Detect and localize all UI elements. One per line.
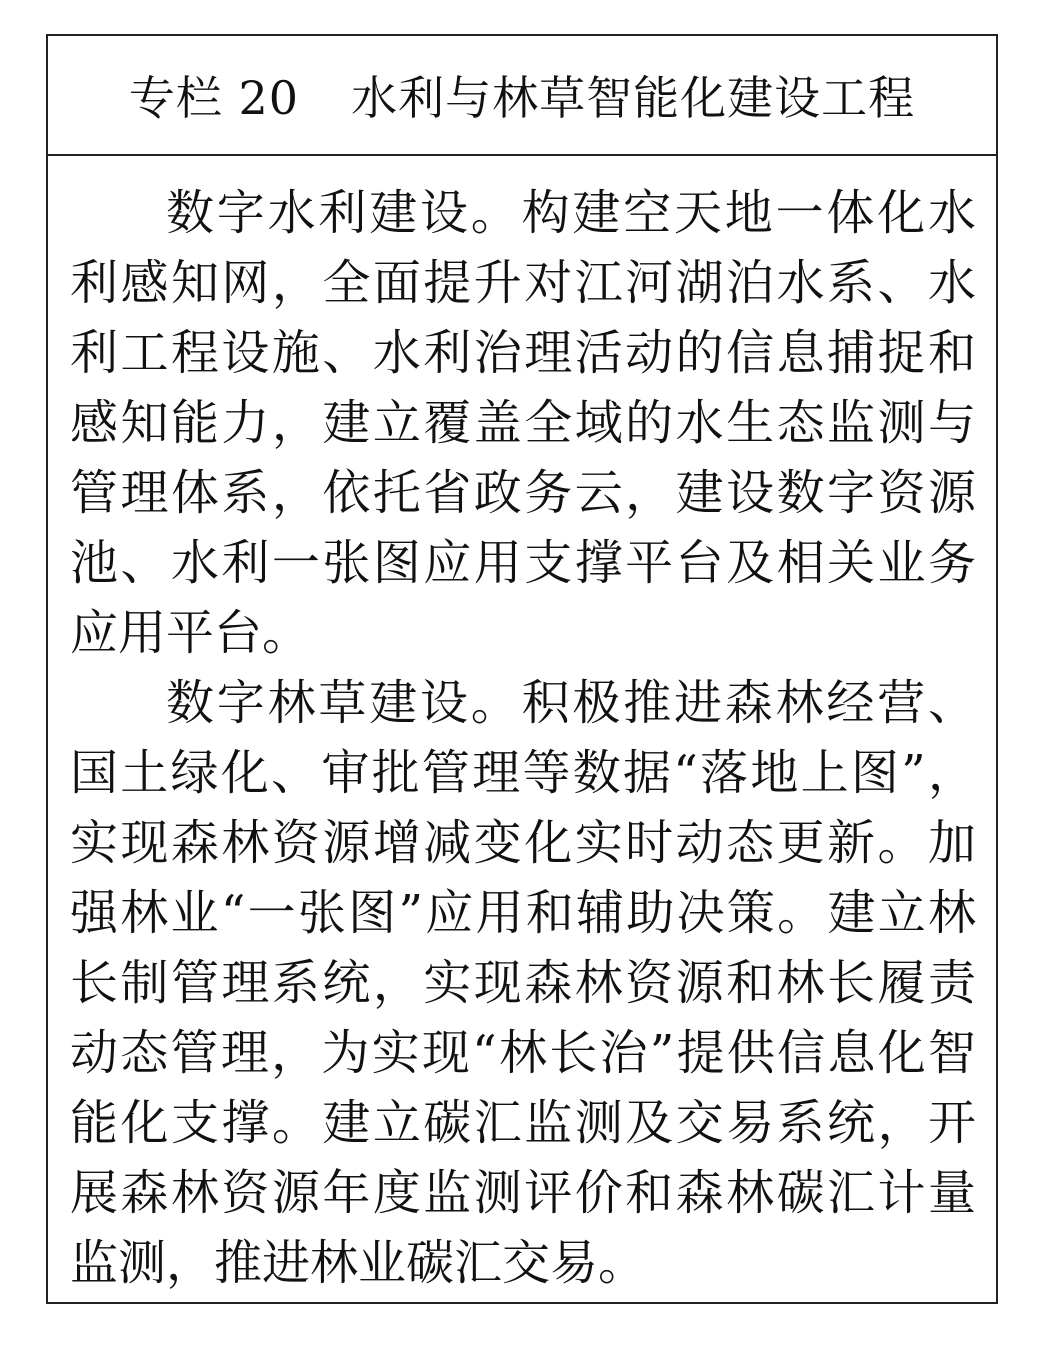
column-body	[48, 156, 996, 1298]
feature-column-box	[46, 34, 998, 1304]
column-label: 专栏 20	[128, 71, 300, 125]
paragraph-digital-water: 数字水利建设。构建空天地一体化水利感知网，全面提升对江河湖泊水系、水利工程设施、水利治理活动的信息捕捉和感知能力，建立覆盖全域的水生态监测与管理体系，依托省政务云，建设数字资源池、水利一张图应用支撑平台及相关业务应用平台。	[70, 185, 976, 661]
column-header	[48, 36, 996, 156]
column-title: 水利与林草智能化建设工程	[351, 71, 916, 125]
paragraph-digital-forestry: 数字林草建设。积极推进森林经营、国土绿化、审批管理等数据“落地上图”，实现森林资源增减变化实时动态更新。加强林业“一张图”应用和辅助决策。建立林长制管理系统，实现森林资源和林长履责动态管理，为实现“林长治”提供信息化智能化支撑。建立碳汇监测及交易系统，开展森林资源年度监测评价和森林碳汇计量监测，推进林业碳汇交易。	[70, 675, 976, 1291]
